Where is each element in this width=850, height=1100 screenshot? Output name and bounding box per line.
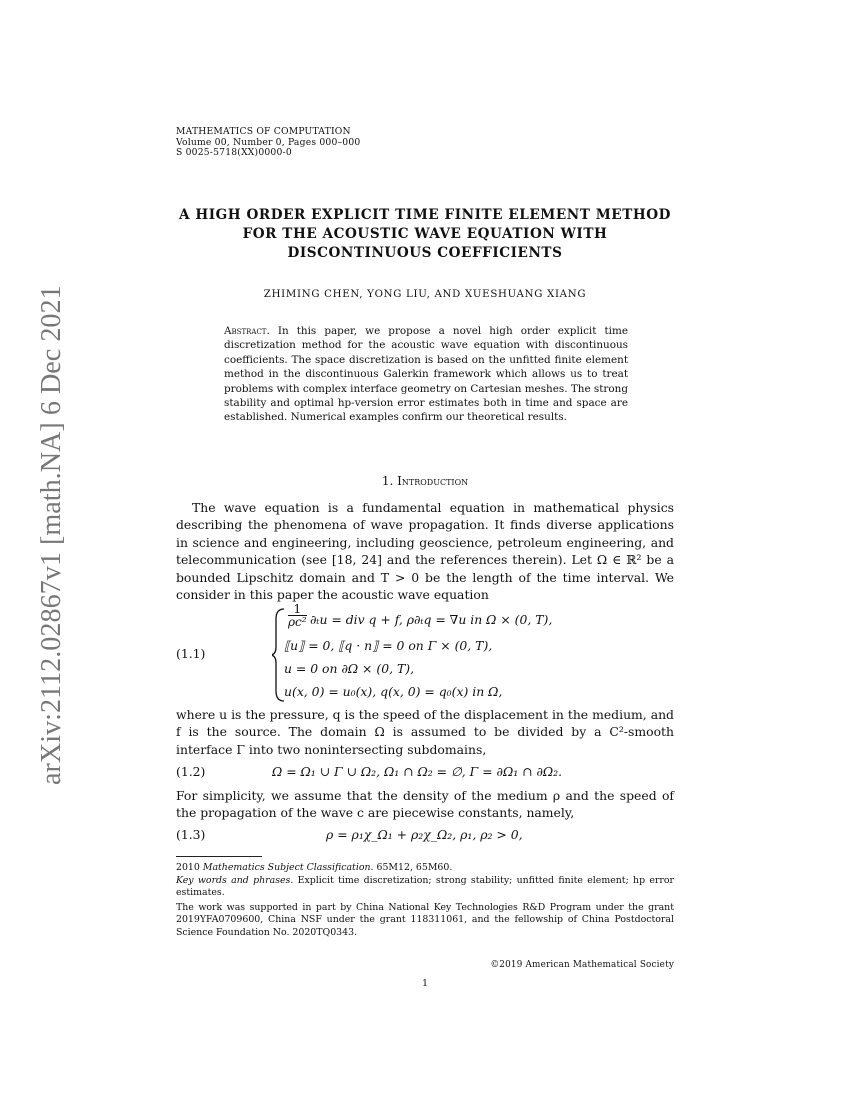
- abstract-text: In this paper, we propose a novel high order explicit time discretization method for the acoustic wave equation with discontinuous coefficients. The space discretization is based on the unfitted finite element method in the discontinuous Galerkin framework which allows us to treat problems with complex interface geometry on Cartesian meshes. The strong stability and optimal hp-version error estimates both in time and space are established. Numerical examples confirm our theoretical results.: [224, 325, 628, 424]
- title-line-3: DISCONTINUOUS COEFFICIENTS: [287, 244, 563, 261]
- body-paragraph-1: The wave equation is a fundamental equation in mathematical physics describing the phenomena of wave propagation. It finds diverse applications in science and engineering, including geoscience, petroleum engineering, and telecommunication (see [18, 24] and the references therein). Let Ω ∈ ℝ² be a bounded Lipschitz domain and T > 0 be the length of the time interval. We consider in this paper the acoustic wave equation: [176, 500, 674, 603]
- body-paragraph-2: where u is the pressure, q is the speed of the displacement in the medium, and f is the source. The domain Ω is assumed to be divided by a C²-smooth interface Γ into two nonintersecting subdomains,: [176, 707, 674, 757]
- section-heading: [120, 474, 730, 488]
- eq11-line-1: ∂ₜu = div q + f, ρ∂ₜq = ∇u in Ω × (0, T),: [310, 612, 553, 627]
- eq11-line-3: u = 0 on ∂Ω × (0, T),: [284, 661, 415, 676]
- section-title: Introduction: [397, 474, 469, 488]
- equation-1-1: [272, 602, 692, 703]
- footnote-rule: [176, 856, 262, 857]
- equation-1-1-label: (1.1): [176, 646, 206, 661]
- footnote-msc: [176, 862, 674, 874]
- paper-title: [120, 206, 730, 262]
- footnote-keywords: [176, 875, 674, 900]
- arxiv-sidebar: [22, 280, 72, 790]
- journal-header: [176, 127, 360, 159]
- eq11-line-2: ⟦u⟧ = 0, ⟦q · n⟧ = 0 on Γ × (0, T),: [284, 638, 493, 653]
- title-line-2: FOR THE ACOUSTIC WAVE EQUATION WITH: [242, 225, 608, 242]
- equation-1-2-label: (1.2): [176, 764, 206, 779]
- copyright: ©2019 American Mathematical Society: [490, 960, 674, 970]
- page-number: 1: [421, 978, 429, 989]
- eq11-line-4: u(x, 0) = u₀(x), q(x, 0) = q₀(x) in Ω,: [284, 684, 503, 699]
- abstract-label: Abstract.: [224, 325, 270, 337]
- arxiv-sidebar-svg: [22, 280, 72, 790]
- equation-1-2: Ω = Ω₁ ∪ Γ ∪ Ω₂, Ω₁ ∩ Ω₂ = ∅, Γ = ∂Ω₁ ∩ ∂Ω₂.: [272, 764, 563, 779]
- msc-codes: 65M12, 65M60.: [376, 862, 453, 873]
- journal-name: MATHEMATICS OF COMPUTATION: [176, 126, 351, 137]
- journal-issn: S 0025-5718(XX)0000-0: [176, 147, 292, 159]
- eq11-frac-den: ρc²: [288, 615, 307, 629]
- msc-year: 2010: [176, 862, 200, 873]
- equation-1-3-label: (1.3): [176, 827, 206, 842]
- body-paragraph-3: For simplicity, we assume that the density of the medium ρ and the speed of the propagation of the wave c are piecewise constants, namely,: [176, 788, 674, 821]
- title-line-1: A HIGH ORDER EXPLICIT TIME FINITE ELEMENT METHOD: [178, 207, 672, 223]
- eq11-fraction: [288, 604, 307, 628]
- arxiv-id: arXiv:2112.02867v1 [math.NA] 6 Dec 2021: [36, 285, 67, 785]
- authors: ZHIMING CHEN, YONG LIU, AND XUESHUANG XIANG: [263, 289, 587, 300]
- keywords-text: Explicit time discretization; strong stability; unfitted finite element; hp error estimates.: [176, 875, 675, 899]
- footnote-support: The work was supported in part by China National Key Technologies R&D Program under the grant 2019YFA0709600, China NSF under the grant 118311061, and the fellowship of China Postdoctoral Science Foundation No. 2020TQ0343.: [176, 902, 674, 938]
- msc-label: Mathematics Subject Classification.: [202, 862, 374, 873]
- eq11-frac-num: 1: [293, 602, 302, 616]
- keywords-label: Key words and phrases.: [176, 875, 294, 886]
- journal-volume: Volume 00, Number 0, Pages 000–000: [176, 136, 361, 148]
- section-number: 1.: [381, 474, 394, 488]
- abstract: [224, 324, 628, 425]
- equation-1-3: ρ = ρ₁χ_Ω₁ + ρ₂χ_Ω₂, ρ₁, ρ₂ > 0,: [326, 827, 523, 842]
